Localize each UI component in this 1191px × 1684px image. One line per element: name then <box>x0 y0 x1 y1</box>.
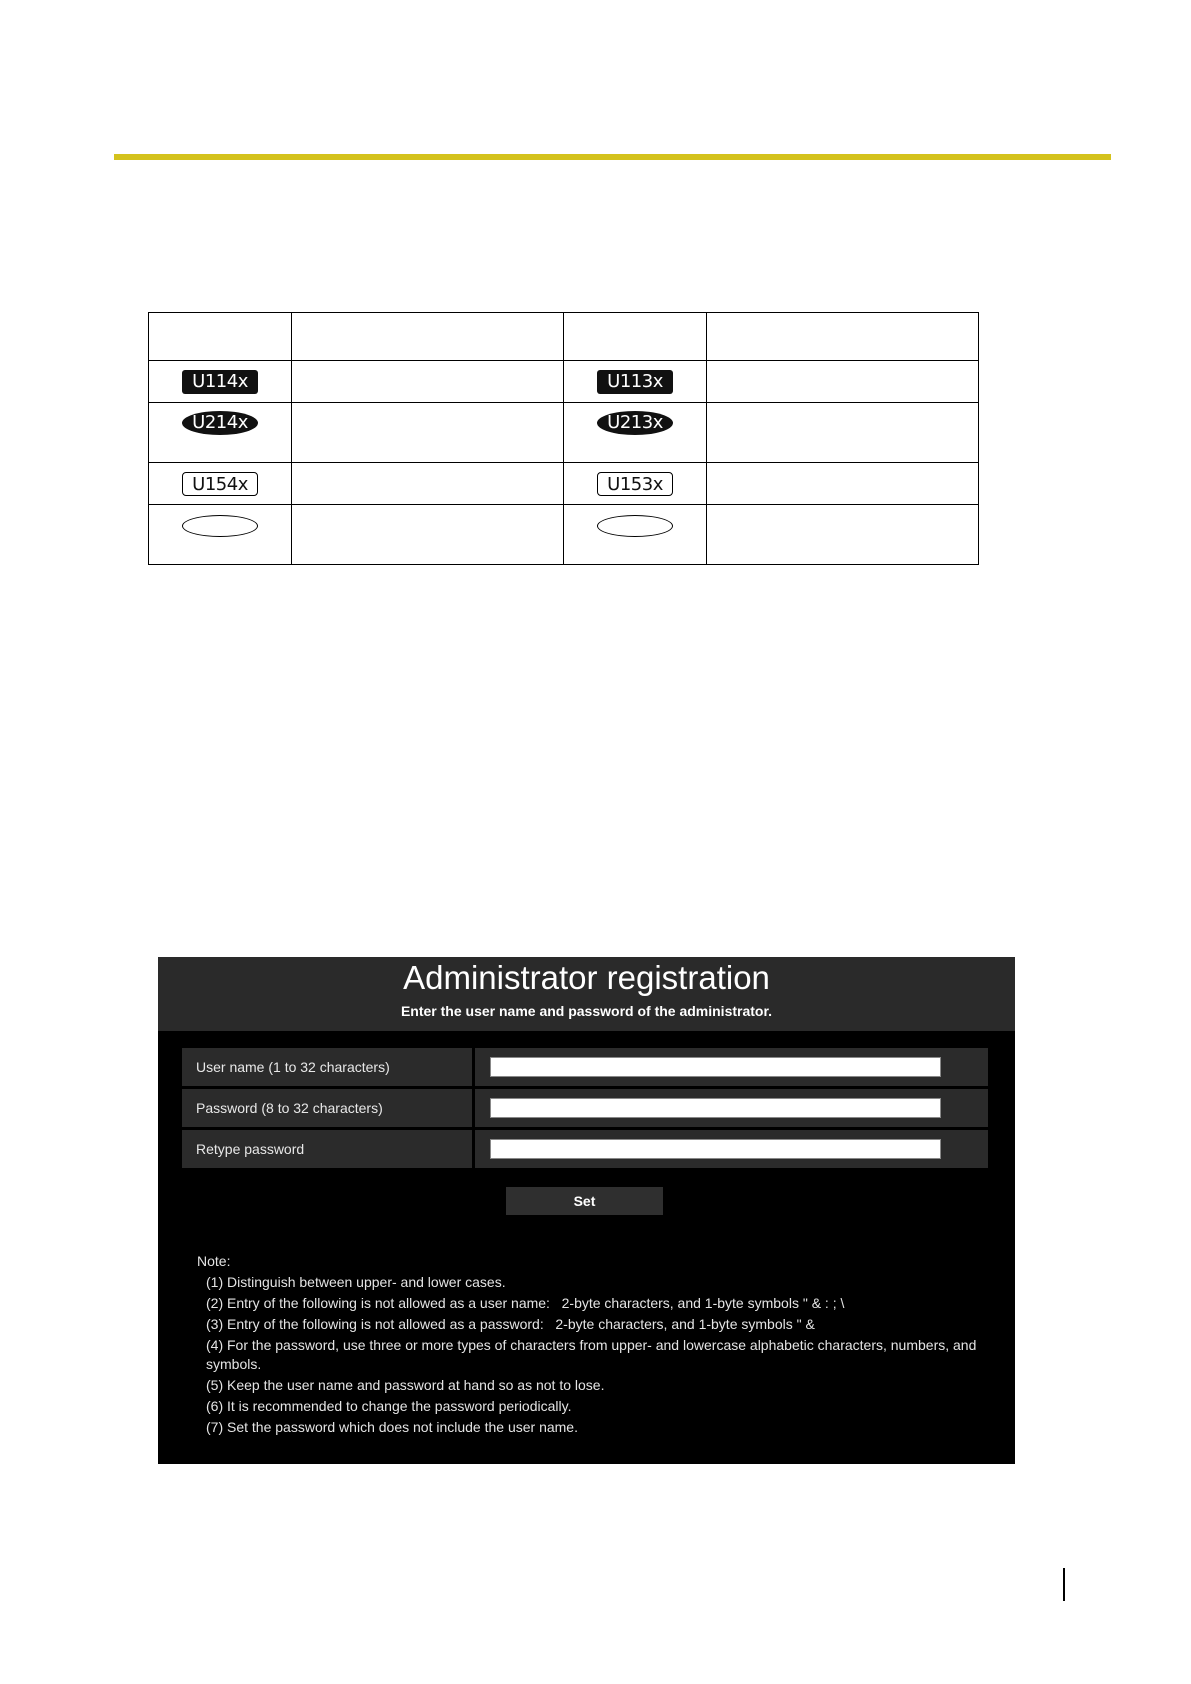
note-item: (5) Keep the user name and password at hand so as not to lose. <box>206 1377 605 1393</box>
registration-form <box>182 1048 988 1171</box>
password-field-cell <box>475 1089 988 1127</box>
note-item: (6) It is recommended to change the password periodically. <box>206 1398 572 1414</box>
model-badge: U114x <box>182 370 258 394</box>
table-header-cell <box>149 313 292 361</box>
model-badge: U213x <box>597 411 673 435</box>
note-item: (7) Set the password which does not include the user name. <box>206 1419 578 1435</box>
model-description-cell <box>707 505 979 565</box>
password-input[interactable] <box>490 1098 941 1118</box>
page-number-marker <box>1063 1568 1065 1601</box>
admin-registration-screen <box>158 957 1015 1464</box>
page-subtitle: Enter the user name and password of the administrator. <box>400 1003 773 1019</box>
table-row <box>149 463 979 505</box>
model-badge-cell <box>149 505 292 565</box>
model-badge <box>597 515 673 537</box>
model-badge-cell <box>149 403 292 463</box>
model-badge-cell <box>149 361 292 403</box>
notes-heading: Note: <box>197 1253 231 1269</box>
model-badge: U113x <box>597 370 673 394</box>
model-description-cell <box>707 361 979 403</box>
model-badge-cell <box>564 403 707 463</box>
model-description-cell <box>707 463 979 505</box>
form-row-user-name <box>182 1048 988 1086</box>
model-badge-cell <box>149 463 292 505</box>
header-rule <box>114 154 1111 160</box>
model-badge-cell <box>564 361 707 403</box>
model-description-cell <box>292 463 564 505</box>
form-row-retype-password <box>182 1130 988 1168</box>
retype-password-label: Retype password <box>182 1130 472 1168</box>
table-header-cell <box>292 313 564 361</box>
model-badge: U214x <box>182 411 258 435</box>
model-description-cell <box>707 403 979 463</box>
table-row <box>149 361 979 403</box>
table-header-row <box>149 313 979 361</box>
admin-header <box>158 957 1015 1031</box>
model-badge-cell <box>564 505 707 565</box>
model-badge-cell <box>564 463 707 505</box>
note-item: (2) Entry of the following is not allowed as a user name: 2-byte characters, and 1-byte symbols " & : ; \ <box>206 1295 845 1311</box>
model-description-cell <box>292 505 564 565</box>
note-item: (4) For the password, use three or more types of characters from upper- and lowercase alphabetic characters, numbers, and symbols. <box>206 1337 977 1372</box>
model-badge: U154x <box>182 472 258 496</box>
page-title: Administrator registration <box>403 959 770 996</box>
model-badge <box>182 515 258 537</box>
password-label: Password (8 to 32 characters) <box>182 1089 472 1127</box>
table-header-cell <box>707 313 979 361</box>
model-description-cell <box>292 403 564 463</box>
model-table <box>148 312 979 565</box>
model-description-cell <box>292 361 564 403</box>
table-row <box>149 505 979 565</box>
note-item: (1) Distinguish between upper- and lower cases. <box>206 1274 506 1290</box>
set-button[interactable]: Set <box>506 1187 663 1215</box>
note-item: (3) Entry of the following is not allowed as a password: 2-byte characters, and 1-byte symbols " & <box>206 1316 815 1332</box>
model-badge: U153x <box>597 472 673 496</box>
user-name-label: User name (1 to 32 characters) <box>182 1048 472 1086</box>
form-row-password <box>182 1089 988 1127</box>
table-header-cell <box>564 313 707 361</box>
notes-section <box>197 1252 987 1437</box>
retype-password-input[interactable] <box>490 1139 941 1159</box>
user-name-input[interactable] <box>490 1057 941 1077</box>
user-name-field-cell <box>475 1048 988 1086</box>
table-row <box>149 403 979 463</box>
retype-password-field-cell <box>475 1130 988 1168</box>
